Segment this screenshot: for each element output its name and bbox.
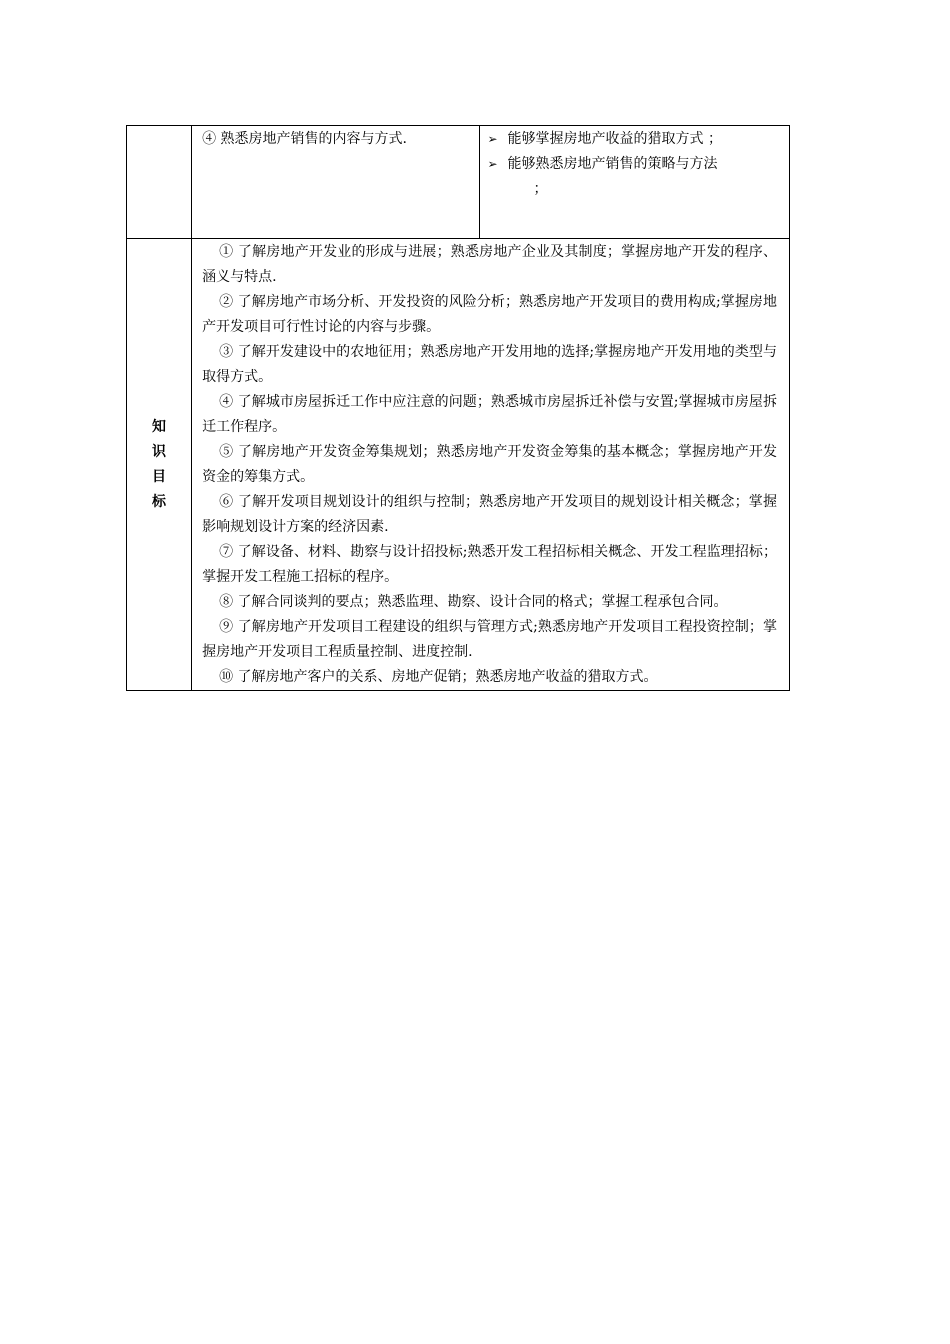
- knowledge-item: ⑦ 了解设备、材料、勘察与设计招投标;熟悉开发工程招标相关概念、开发工程监理招标；掌握开发工程施工招标的程序。: [202, 544, 777, 585]
- knowledge-objectives-label: [127, 239, 192, 691]
- arrow-bullet-icon: ➢: [487, 157, 498, 171]
- label-char: 目: [152, 468, 167, 485]
- arrow-bullet-icon: ➢: [487, 132, 498, 146]
- knowledge-item: ⑥ 了解开发项目规划设计的组织与控制；熟悉房地产开发项目的规划设计相关概念；掌握影响规划设计方案的经济因素.: [202, 494, 777, 535]
- ability-bullets-cell: [479, 126, 789, 239]
- ability-bullet-text: 能够掌握房地产收益的猎取方式 ；: [507, 131, 722, 147]
- label-char: 知: [152, 418, 167, 435]
- knowledge-item: ⑤ 了解房地产开发资金筹集规划；熟悉房地产开发资金筹集的基本概念；掌握房地产开发资金的筹集方式。: [202, 444, 777, 485]
- label-char: 识: [152, 443, 167, 460]
- knowledge-item: ③ 了解开发建设中的农地征用；熟悉房地产开发用地的选择;掌握房地产开发用地的类型与取得方式。: [202, 344, 777, 385]
- knowledge-item: ⑧ 了解合同谈判的要点；熟悉监理、勘察、设计合同的格式；掌握工程承包合同。: [219, 594, 728, 610]
- knowledge-item: ⑩ 了解房地产客户的关系、房地产促销；熟悉房地产收益的猎取方式。: [219, 669, 658, 685]
- row-label-cell-empty: [127, 126, 192, 239]
- sales-content-text: ④ 熟悉房地产销售的内容与方式.: [202, 131, 407, 147]
- ability-bullet-1: [488, 127, 783, 152]
- ability-bullet-text: 能够熟悉房地产销售的策略与方法: [507, 156, 718, 172]
- knowledge-item: ① 了解房地产开发业的形成与进展；熟悉房地产企业及其制度；掌握房地产开发的程序、涵义与特点.: [202, 244, 777, 285]
- knowledge-objectives-row: [127, 239, 790, 691]
- ability-bullet-2: [488, 152, 783, 177]
- course-objectives-table: [126, 125, 790, 691]
- knowledge-item: ④ 了解城市房屋拆迁工作中应注意的问题；熟悉城市房屋拆迁补偿与安置;掌握城市房屋拆迁工作程序。: [202, 394, 777, 435]
- ability-bullet-continuation: ；: [533, 181, 548, 197]
- knowledge-item: ② 了解房地产市场分析、开发投资的风险分析；熟悉房地产开发项目的费用构成;掌握房地产开发项目可行性讨论的内容与步骤。: [202, 294, 777, 335]
- sales-content-cell: [192, 126, 479, 239]
- label-char: 标: [152, 493, 167, 510]
- knowledge-item: ⑨ 了解房地产开发项目工程建设的组织与管理方式;熟悉房地产开发项目工程投资控制；掌握房地产开发项目工程质量控制、进度控制.: [202, 619, 777, 660]
- skill-objectives-row: [127, 126, 790, 239]
- knowledge-objectives-content: [192, 239, 790, 691]
